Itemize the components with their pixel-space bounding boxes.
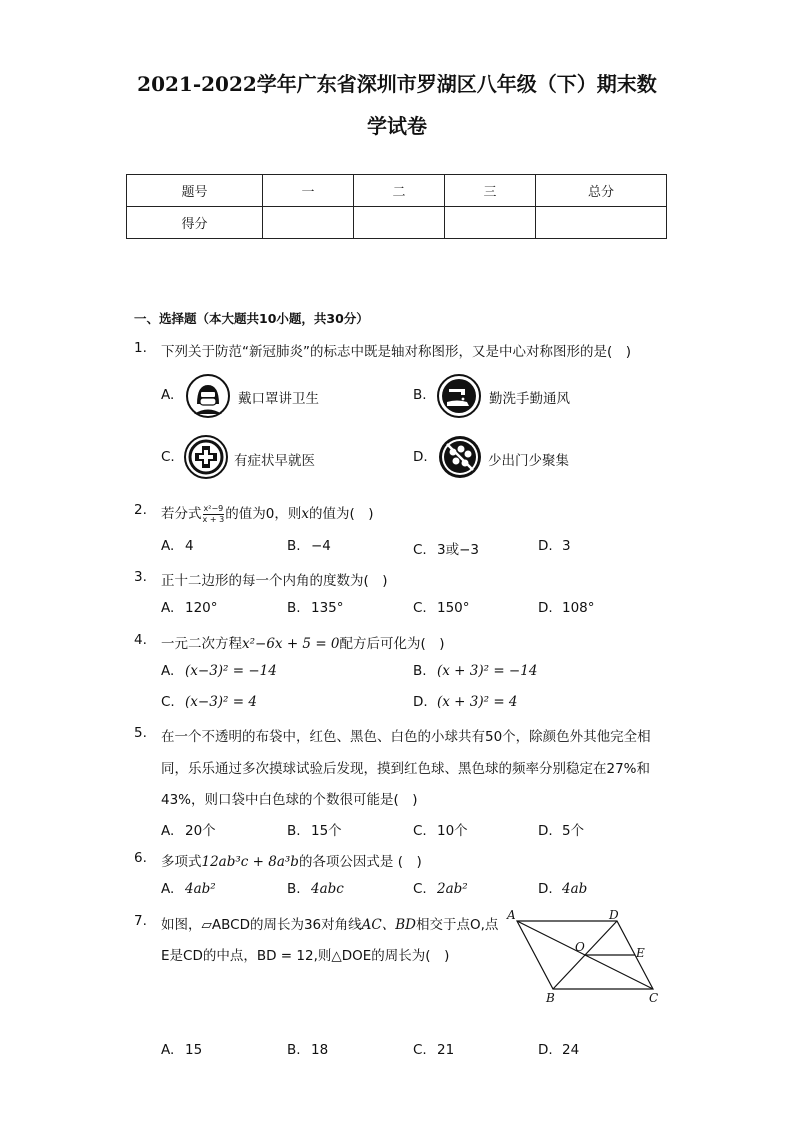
q7-option-a[interactable] bbox=[161, 1042, 202, 1058]
option-value: (x−3)² = −14 bbox=[185, 663, 277, 679]
q1-option-a[interactable] bbox=[161, 387, 174, 403]
option-letter: A. bbox=[161, 823, 175, 839]
question-stem bbox=[161, 632, 445, 652]
option-value: (x−3)² = 4 bbox=[185, 694, 257, 710]
option-value: −4 bbox=[311, 538, 331, 554]
option-letter: C. bbox=[161, 449, 175, 465]
question-number: 3. bbox=[134, 569, 147, 585]
label-o: O bbox=[575, 940, 585, 954]
label-d: D bbox=[609, 908, 619, 922]
option-letter: A. bbox=[161, 1042, 175, 1058]
table-header-cell: 二 bbox=[354, 175, 445, 207]
option-value: (x + 3)² = 4 bbox=[437, 694, 518, 710]
q1-option-c-text: 有症状早就医 bbox=[234, 453, 315, 469]
q2-option-c[interactable] bbox=[413, 538, 479, 558]
label-c: C bbox=[649, 991, 659, 1005]
fraction-numerator: x²−9 bbox=[203, 503, 224, 513]
stem-text: 的各项公因式是 ( ) bbox=[298, 854, 422, 870]
option-letter: B. bbox=[287, 600, 301, 616]
page-title-line1: 2021-2022学年广东省深圳市罗湖区八年级（下）期末数 bbox=[137, 72, 657, 96]
score-cell bbox=[445, 207, 536, 239]
option-value: 4abc bbox=[311, 881, 344, 897]
option-letter: B. bbox=[287, 1042, 301, 1058]
score-cell bbox=[354, 207, 445, 239]
q1-option-a-text: 戴口罩讲卫生 bbox=[238, 391, 319, 407]
option-value: 24 bbox=[562, 1042, 580, 1058]
stem-text: 的值为( ) bbox=[308, 506, 374, 522]
q6-option-c[interactable] bbox=[413, 881, 468, 897]
option-value: 135° bbox=[311, 600, 344, 616]
option-value: 18 bbox=[311, 1042, 329, 1058]
option-value: 4ab² bbox=[185, 881, 216, 897]
stem-text: 相交于点O,点 bbox=[415, 917, 499, 933]
no-crowd-icon bbox=[438, 435, 482, 479]
question-stem: 正十二边形的每一个内角的度数为( ) bbox=[161, 573, 388, 589]
label-b: B bbox=[546, 991, 555, 1005]
question-number: 2. bbox=[134, 502, 147, 518]
option-value: 120° bbox=[185, 600, 218, 616]
option-letter: C. bbox=[413, 542, 427, 558]
q1-option-d[interactable] bbox=[413, 449, 428, 465]
q5-option-c[interactable] bbox=[413, 819, 468, 839]
table-row bbox=[127, 175, 667, 207]
question-stem-line3: 43%，则口袋中白色球的个数很可能是( ) bbox=[161, 792, 418, 808]
question-number: 6. bbox=[134, 850, 147, 866]
table-header-cell: 题号 bbox=[127, 175, 263, 207]
option-letter: A. bbox=[161, 538, 175, 554]
option-value: 10个 bbox=[437, 823, 468, 839]
option-value: 4ab bbox=[562, 881, 588, 897]
option-value: (x + 3)² = −14 bbox=[437, 663, 538, 679]
q3-option-a[interactable] bbox=[161, 600, 218, 616]
table-header-cell: 一 bbox=[263, 175, 354, 207]
question-stem-line2: 同，乐乐通过多次摸球试验后发现，摸到红色球、黑色球的频率分别稳定在27%和 bbox=[161, 761, 651, 777]
table-header-cell: 三 bbox=[445, 175, 536, 207]
expression: 12ab³c + 8a³b bbox=[201, 854, 299, 870]
question-stem bbox=[161, 850, 422, 870]
stem-text: 配方后可化为( ) bbox=[339, 636, 445, 652]
option-letter: D. bbox=[538, 823, 553, 839]
option-letter: B. bbox=[413, 387, 427, 403]
q6-option-a[interactable] bbox=[161, 881, 216, 897]
q6-option-b[interactable] bbox=[287, 881, 344, 897]
score-cell bbox=[536, 207, 667, 239]
option-letter: D. bbox=[538, 600, 553, 616]
question-number: 5. bbox=[134, 725, 147, 741]
question-number: 4. bbox=[134, 632, 147, 648]
q5-option-a[interactable] bbox=[161, 819, 216, 839]
question-number: 1. bbox=[134, 340, 147, 356]
question-number: 7. bbox=[134, 913, 147, 929]
q3-option-d[interactable] bbox=[538, 600, 595, 616]
q4-option-c[interactable] bbox=[161, 694, 257, 710]
question-stem-line1 bbox=[161, 913, 498, 933]
question-stem-line2: E是CD的中点，BD = 12,则△DOE的周长为( ) bbox=[161, 948, 450, 964]
option-letter: D. bbox=[538, 1042, 553, 1058]
option-value: 21 bbox=[437, 1042, 455, 1058]
q6-option-d[interactable] bbox=[538, 881, 587, 897]
option-value: 108° bbox=[562, 600, 595, 616]
stem-text: 的值为0，则 bbox=[225, 506, 302, 522]
q1-option-c[interactable] bbox=[161, 449, 175, 465]
option-letter: A. bbox=[161, 600, 175, 616]
option-letter: A. bbox=[161, 663, 175, 679]
option-value: 3 bbox=[562, 538, 571, 554]
question-stem: 下列关于防范“新冠肺炎”的标志中既是轴对称图形，又是中心对称图形的是( ) bbox=[161, 344, 632, 360]
option-letter: B. bbox=[287, 538, 301, 554]
option-letter: D. bbox=[413, 449, 428, 465]
medical-cross-icon bbox=[184, 435, 228, 479]
q1-option-b[interactable] bbox=[413, 387, 427, 403]
q4-option-b[interactable] bbox=[413, 663, 537, 679]
equation: x²−6x + 5 = 0 bbox=[242, 636, 340, 652]
option-letter: C. bbox=[413, 1042, 427, 1058]
mask-person-icon bbox=[186, 374, 230, 418]
q2-option-d[interactable] bbox=[538, 538, 571, 554]
option-letter: D. bbox=[413, 694, 428, 710]
hand-washing-icon bbox=[437, 374, 481, 418]
q4-option-a[interactable] bbox=[161, 663, 277, 679]
q4-option-d[interactable] bbox=[413, 694, 518, 710]
score-cell bbox=[263, 207, 354, 239]
q3-option-b[interactable] bbox=[287, 600, 344, 616]
option-value: 5个 bbox=[562, 823, 585, 839]
question-stem-line1: 在一个不透明的布袋中，红色、黑色、白色的小球共有50个，除颜色外其他完全相 bbox=[161, 729, 651, 745]
fraction-denominator: x + 3 bbox=[202, 514, 225, 524]
option-letter: C. bbox=[413, 600, 427, 616]
option-value: 15个 bbox=[311, 823, 342, 839]
stem-text: 若分式 bbox=[161, 506, 202, 522]
q5-option-b[interactable] bbox=[287, 819, 342, 839]
option-letter: D. bbox=[538, 538, 553, 554]
table-row bbox=[127, 207, 667, 239]
q3-option-c[interactable] bbox=[413, 600, 470, 616]
page-title-line2: 学试卷 bbox=[367, 114, 427, 138]
option-letter: B. bbox=[287, 881, 301, 897]
table-row-label: 得分 bbox=[127, 207, 263, 239]
option-value: 2ab² bbox=[437, 881, 468, 897]
q1-option-b-text: 勤洗手勤通风 bbox=[489, 391, 570, 407]
score-table bbox=[126, 174, 667, 239]
option-letter: C. bbox=[413, 823, 427, 839]
q2-option-a[interactable] bbox=[161, 538, 194, 554]
table-header-cell: 总分 bbox=[536, 175, 667, 207]
variable: x bbox=[301, 506, 309, 522]
label-a: A bbox=[507, 908, 516, 922]
q7-option-b[interactable] bbox=[287, 1042, 328, 1058]
option-value: 15 bbox=[185, 1042, 203, 1058]
question-stem bbox=[161, 502, 374, 525]
stem-text: 多项式 bbox=[161, 854, 202, 870]
fraction bbox=[203, 504, 225, 525]
q2-option-b[interactable] bbox=[287, 538, 331, 554]
option-letter: C. bbox=[413, 881, 427, 897]
q5-option-d[interactable] bbox=[538, 819, 584, 839]
section-title: 一、选择题（本大题共10小题，共30分） bbox=[134, 311, 369, 326]
option-letter: A. bbox=[161, 387, 175, 403]
option-letter: B. bbox=[287, 823, 301, 839]
option-letter: B. bbox=[413, 663, 427, 679]
option-value: 150° bbox=[437, 600, 470, 616]
option-value: 4 bbox=[185, 538, 194, 554]
stem-text: 如图，▱ABCD的周长为36对角线 bbox=[161, 917, 362, 933]
q7-option-d[interactable] bbox=[538, 1042, 579, 1058]
option-value: 3或−3 bbox=[437, 542, 479, 558]
q7-option-c[interactable] bbox=[413, 1042, 454, 1058]
label-e: E bbox=[636, 946, 645, 960]
option-letter: A. bbox=[161, 881, 175, 897]
stem-text: 一元二次方程 bbox=[161, 636, 242, 652]
parallelogram-figure bbox=[505, 905, 670, 1005]
q1-option-d-text: 少出门少聚集 bbox=[488, 453, 569, 469]
option-value: 20个 bbox=[185, 823, 216, 839]
stem-math: AC、BD bbox=[361, 917, 416, 933]
option-letter: C. bbox=[161, 694, 175, 710]
option-letter: D. bbox=[538, 881, 553, 897]
